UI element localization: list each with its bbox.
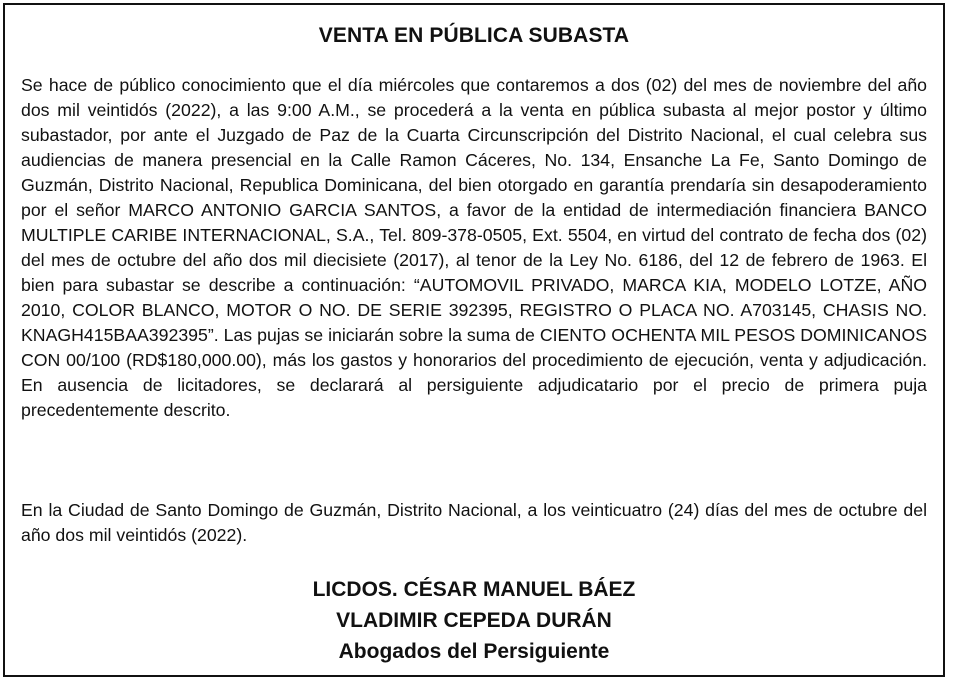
signature-role: Abogados del Persiguiente [338,640,610,663]
legal-notice-box [3,3,945,677]
notice-body-paragraph: Se hace de público conocimiento que el día miércoles que contaremos a dos (02) del mes de noviembre del año dos mil veintidós (2022), a las 9:00 A.M., se procederá a la venta en pública subasta al mejor postor y último subastador, por ante el Juzgado de Paz de la Cuarta Circunscripción del Distrito Nacional, el cual celebra sus audiencias de manera presencial en la Calle Ramon Cáceres, No. 134, Ensanche La Fe, Santo Domingo de Guzmán, Distrito Nacional, Republica Dominicana, del bien otorgado en garantía prendaría sin desapoderamiento por el señor MARCO ANTONIO GARCIA SANTOS, a favor de la entidad de intermediación financiera BANCO MULTIPLE CARIBE INTERNACIONAL, S.A., Tel. 809-378-0505, Ext. 5504, en virtud del contrato de fecha dos (02) del mes de octubre del año dos mil diecisiete (2017), al tenor de la Ley No. 6186, del 12 de febrero de 1963. El bien para subastar se describe a continuación: “AUTOMOVIL PRIVADO, MARCA KIA, MODELO LOTZE, AÑO 2010, COLOR BLANCO, MOTOR O NO. DE SERIE 392395, REGISTRO O PLACA NO. A703145, CHASIS NO. KNAGH415BAA392395”. Las pujas se iniciarán sobre la suma de CIENTO OCHENTA MIL PESOS DOMINICANOS CON 00/100 (RD$180,000.00), más los gastos y honorarios del procedimiento de ejecución, venta y adjudicación. En ausencia de licitadores, se declarará al persiguiente adjudicatario por el precio de primera puja precedentemente descrito. [21,75,927,420]
notice-date-paragraph: En la Ciudad de Santo Domingo de Guzmán, Distrito Nacional, a los veinticuatro (24) días del mes de octubre del año dos mil veintidós (2022). [21,500,927,545]
signature-lawyer-2: VLADIMIR CEPEDA DURÁN [336,609,612,632]
signature-lawyer-1: LICDOS. CÉSAR MANUEL BÁEZ [312,578,636,601]
notice-title: VENTA EN PÚBLICA SUBASTA [318,24,630,47]
